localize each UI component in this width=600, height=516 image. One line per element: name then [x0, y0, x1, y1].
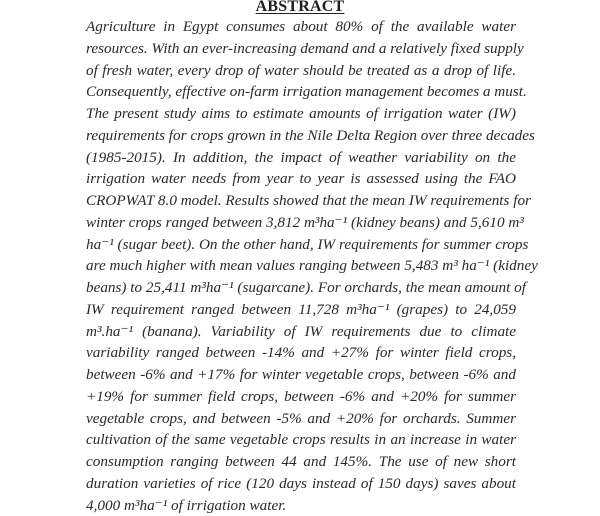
abstract-line: irrigation water needs from year to year is assessed using the FAO	[86, 168, 516, 190]
abstract-line: consumption ranging between 44 and 145%. The use of new short	[86, 451, 516, 473]
abstract-body	[86, 16, 516, 516]
abstract-heading: ABSTRACT	[0, 0, 600, 17]
abstract-line: variability ranged between -14% and +27% for winter field crops,	[86, 342, 516, 364]
abstract-line: are much higher with mean values ranging between 5,483 m³ ha⁻¹ (kidney	[86, 255, 516, 277]
abstract-line: duration varieties of rice (120 days instead of 150 days) saves about	[86, 473, 516, 495]
abstract-line: beans) to 25,411 m³ha⁻¹ (sugarcane). For orchards, the mean amount of	[86, 277, 516, 299]
abstract-line: +19% for summer field crops, between -6% and +20% for summer	[86, 386, 516, 408]
abstract-line: m³.ha⁻¹ (banana). Variability of IW requirements due to climate	[86, 321, 516, 343]
abstract-line: CROPWAT 8.0 model. Results showed that the mean IW requirements for	[86, 190, 516, 212]
abstract-line: Consequently, effective on-farm irrigation management becomes a must.	[86, 81, 516, 103]
abstract-line: 4,000 m³ha⁻¹ of irrigation water.	[86, 495, 516, 516]
abstract-line: Agriculture in Egypt consumes about 80% of the available water	[86, 16, 516, 38]
abstract-line: IW requirement ranged between 11,728 m³ha⁻¹ (grapes) to 24,059	[86, 299, 516, 321]
abstract-line: ha⁻¹ (sugar beet). On the other hand, IW requirements for summer crops	[86, 234, 516, 256]
abstract-line: cultivation of the same vegetable crops results in an increase in water	[86, 429, 516, 451]
abstract-line: The present study aims to estimate amounts of irrigation water (IW)	[86, 103, 516, 125]
abstract-line: vegetable crops, and between -5% and +20% for orchards. Summer	[86, 408, 516, 430]
abstract-line: resources. With an ever-increasing demand and a relatively fixed supply	[86, 38, 516, 60]
abstract-line: winter crops ranged between 3,812 m³ha⁻¹ (kidney beans) and 5,610 m³	[86, 212, 516, 234]
abstract-line: (1985-2015). In addition, the impact of weather variability on the	[86, 147, 516, 169]
abstract-line: between -6% and +17% for winter vegetable crops, between -6% and	[86, 364, 516, 386]
abstract-line: requirements for crops grown in the Nile Delta Region over three decades	[86, 125, 516, 147]
abstract-line: of fresh water, every drop of water should be treated as a drop of life.	[86, 60, 516, 82]
